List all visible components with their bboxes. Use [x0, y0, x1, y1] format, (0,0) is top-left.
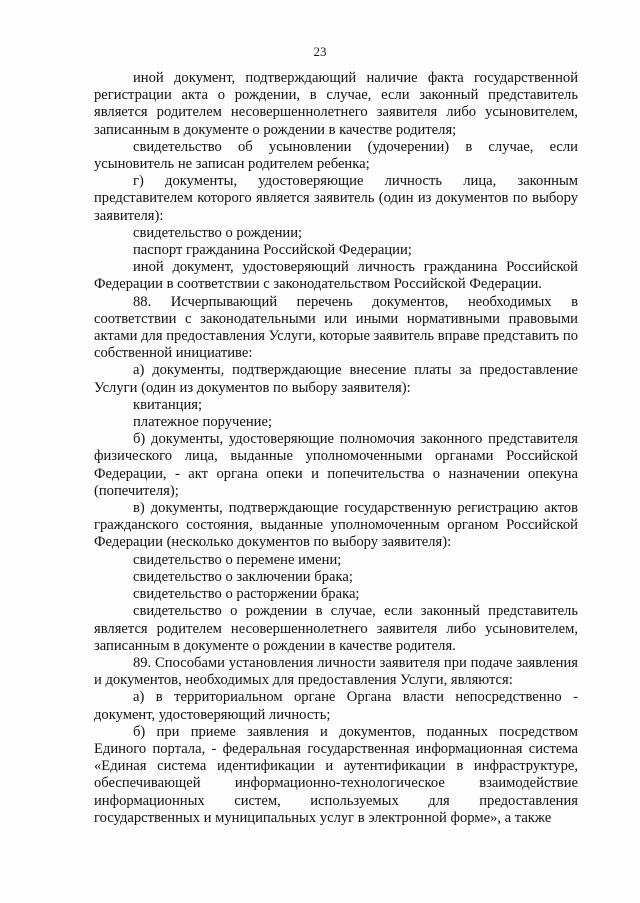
paragraph-section-88: 88. Исчерпывающий перечень документов, необходимых в соответствии с законодательными или иными нормативными правовыми актами для предоставления Услуги, которые заявитель вправе представить по собственной инициативе:	[94, 293, 578, 362]
paragraph: иной документ, подтверждающий наличие факта государственной регистрации акта о рождении, в случае, если законный представитель является родителем несовершеннолетнего заявителя либо усыновителем, записанным в документе о рождении в качестве родителя;	[94, 70, 578, 138]
paragraph: а) в территориальном органе Органа власти непосредственно - документ, удостоверяющий личность;	[94, 689, 578, 723]
paragraph: свидетельство о расторжении брака;	[133, 586, 360, 603]
paragraph: свидетельство о перемене имени;	[133, 551, 342, 568]
paragraph: в) документы, подтверждающие государственную регистрацию актов гражданского состояния, выданные уполномоченным органом Российской Федерации (несколько документов по выбору заявителя):	[94, 500, 578, 551]
paragraph: г) документы, удостоверяющие личность лица, законным представителем которого является заявитель (один из документов по выбору заявителя):	[94, 173, 578, 224]
paragraph: квитанция;	[133, 396, 203, 413]
paragraph: свидетельство о рождении;	[133, 224, 303, 241]
paragraph: а) документы, подтверждающие внесение платы за предоставление Услуги (один из документов по выбору заявителя):	[94, 362, 578, 396]
paragraph: б) при приеме заявления и документов, поданных посредством Единого портала, - федеральная государственная информационная система «Единая система идентификации и аутентификации в инфраструктуре, обеспечивающей информационно-технологическое взаимодействие информационных систем, используемых для предоставления государственных и муниципальных услуг в электронной форме», а также	[94, 723, 578, 826]
paragraph: паспорт гражданина Российской Федерации;	[133, 242, 412, 259]
page-number: 23	[313, 44, 327, 59]
paragraph: свидетельство об усыновлении (удочерении) в случае, если усыновитель не записан родителем ребенка;	[94, 138, 578, 173]
document-body	[94, 70, 578, 827]
paragraph: свидетельство о рождении в случае, если законный представитель является родителем несовершеннолетнего заявителя либо усыновителем, записанным в документе о рождении в качестве родителя.	[94, 603, 578, 654]
paragraph: платежное поручение;	[133, 414, 273, 431]
paragraph: иной документ, удостоверяющий личность гражданина Российской Федерации в соответствии с законодательством Российской Федерации.	[94, 259, 578, 293]
paragraph: б) документы, удостоверяющие полномочия законного представителя физического лица, выданные уполномоченными органами Российской Федерации, - акт органа опеки и попечительства о назначении опекуна (попечителя);	[94, 431, 578, 499]
paragraph-section-89: 89. Способами установления личности заявителя при подаче заявления и документов, необходимых для предоставления Услуги, являются:	[94, 654, 578, 689]
paragraph: свидетельство о заключении брака;	[133, 568, 353, 585]
